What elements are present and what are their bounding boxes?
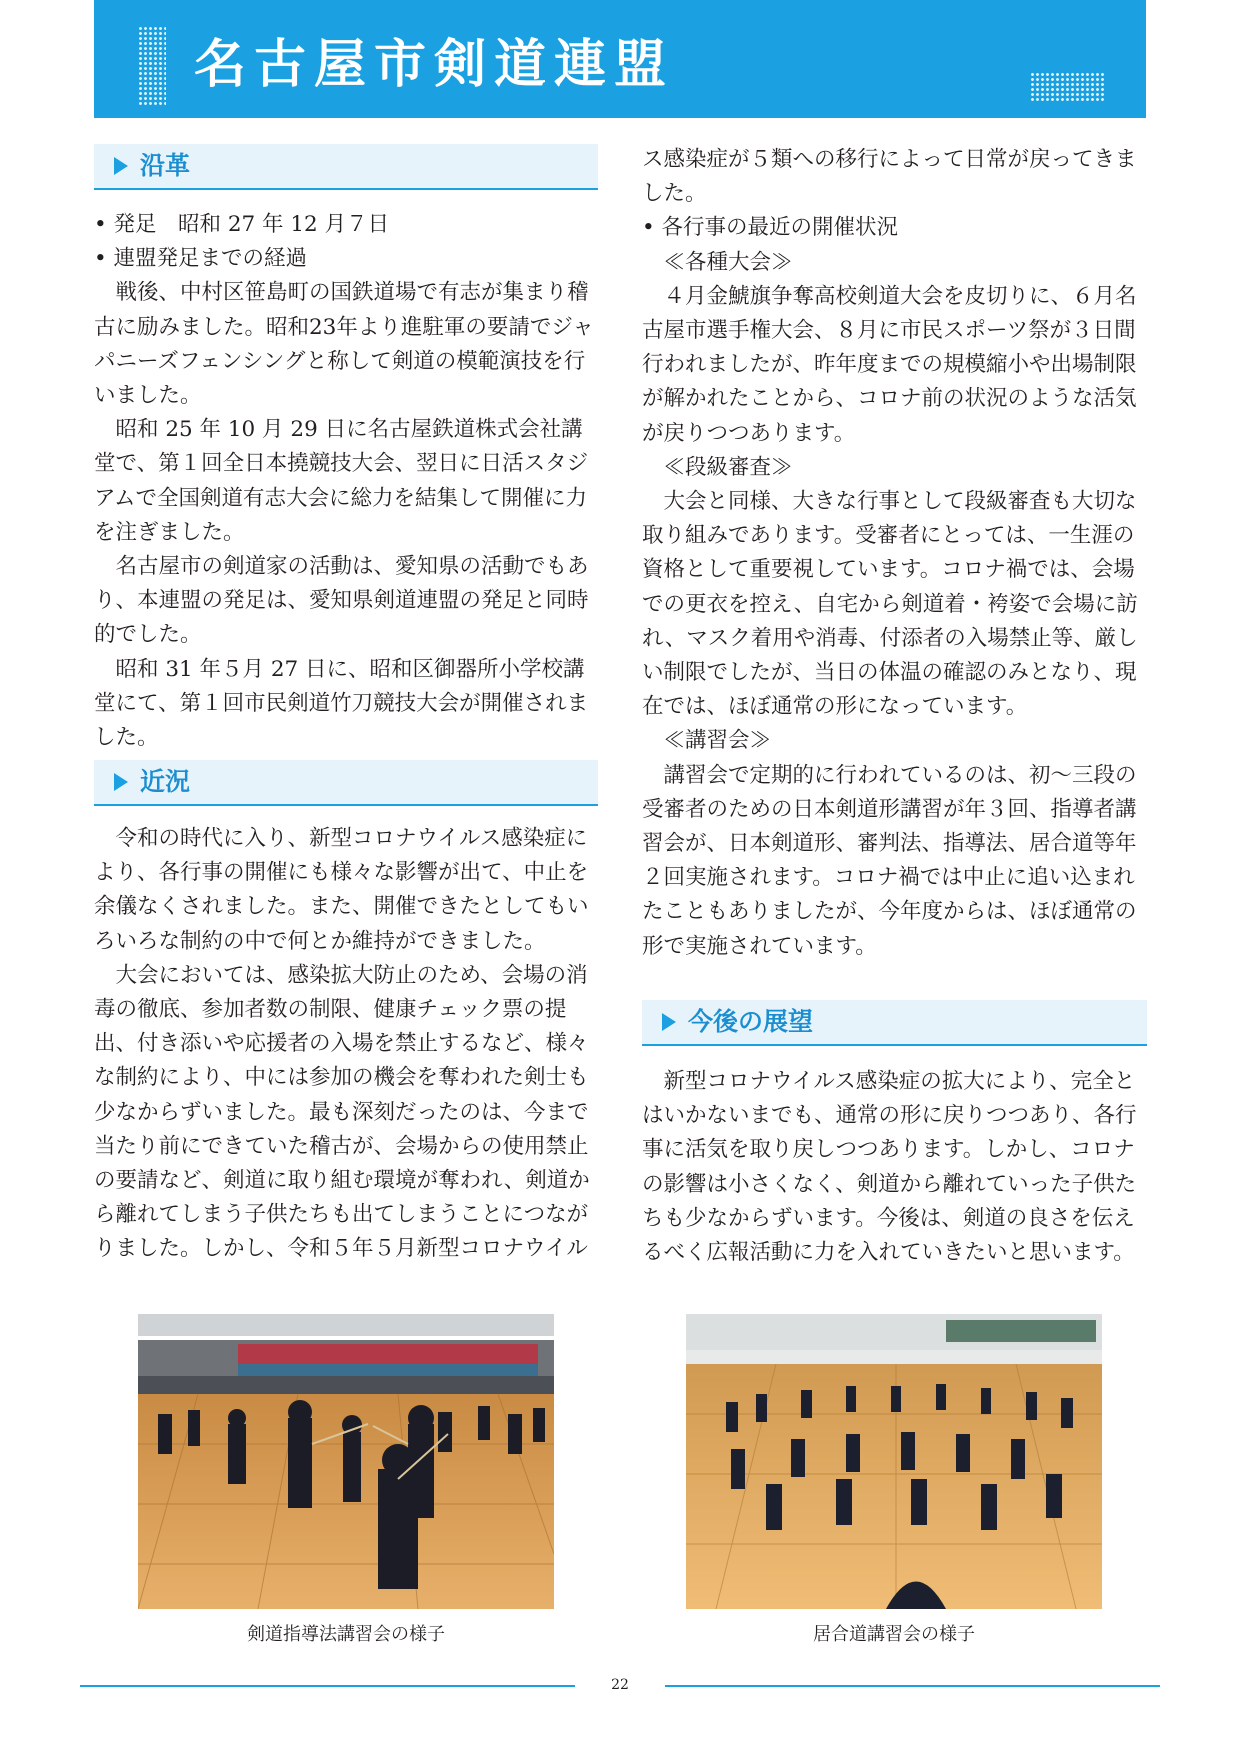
page-number: 22: [611, 1677, 629, 1693]
recent-paragraph: 大会においては、感染拡大防止のため、会場の消毒の徹底、参加者数の制限、健康チェック票の提出、付き添いや応援者の入場を禁止するなど、様々な制約により、中には参加の機会を奪われた剣士も少なからずいました。最も深刻だったのは、今まで当たり前にできていた稽古が、会場からの使用禁止の要請など、剣道に取り組む環境が奪われ、剣道から離れてしまう子供たちも出てしまうことにつながりました。しかし、令和５年５月新型コロナウイル: [94, 962, 590, 1262]
triangle-bullet-icon: [114, 773, 128, 791]
event-title: ≪各種大会≫: [663, 249, 793, 275]
outlook-column: [642, 1065, 1147, 1270]
history-item: • 発足 昭和 27 年 12 月７日: [94, 212, 390, 237]
event-text: ４月金鯱旗争奪高校剣道大会を皮切りに、６月名古屋市選手権大会、８月に市民スポーツ祭が３日間行われましたが、昨年度までの規模縮小や出場制限が解かれたことから、コロナ前の状況のような活気が戻りつつあります。: [642, 283, 1137, 446]
recent-paragraph: 令和の時代に入り、新型コロナウイルス感染症により、各行事の開催にも様々な影響が出て、中止を余儀なくされました。また、開催できたとしてもいろいろな制約の中で何とか維持ができました。: [94, 826, 589, 954]
footer-rule-right: [665, 1685, 1160, 1687]
dot-pattern-decoration: [1030, 72, 1106, 102]
title-banner: [94, 0, 1146, 118]
event-title: ≪段級審査≫: [663, 454, 793, 480]
photo-iaido-training: [686, 1314, 1102, 1609]
outlook-paragraph: 新型コロナウイルス感染症の拡大により、完全とはいかないまでも、通常の形に戻りつつあり、各行事に活気を取り戻しつつあります。しかし、コロナの影響は小さくなく、剣道から離れていった子供たちも少なからずいます。今後は、剣道の良さを伝えるべく広報活動に力を入れていきたいと思います。: [642, 1069, 1137, 1266]
triangle-bullet-icon: [114, 157, 128, 175]
history-paragraph: 名古屋市の剣道家の活動は、愛知県の活動でもあり、本連盟の発足は、愛知県剣道連盟の発足と同時的でした。: [94, 554, 589, 648]
left-column: [94, 208, 598, 755]
section-heading-label: 近況: [140, 767, 191, 796]
photo-caption: 剣道指導法講習会の様子: [247, 1624, 445, 1645]
events-heading: • 各行事の最近の開催状況: [642, 215, 899, 241]
photo-caption: 居合道講習会の様子: [813, 1624, 975, 1645]
section-heading-label: 今後の展望: [688, 1007, 814, 1036]
event-title: ≪講習会≫: [663, 728, 772, 754]
triangle-bullet-icon: [662, 1013, 676, 1031]
footer-rule-left: [80, 1685, 575, 1687]
section-heading-history: [94, 144, 598, 190]
history-item: • 連盟発足までの経過: [94, 246, 308, 272]
right-column: [642, 143, 1147, 964]
history-paragraph: 戦後、中村区笹島町の国鉄道場で有志が集まり稽古に励みました。昭和23年より進駐軍の要請でジャパニーズフェンシングと称して剣道の模範演技を行いました。: [94, 280, 594, 409]
photo-kendo-training: [138, 1314, 554, 1609]
left-column-recent: [94, 822, 598, 1267]
kendo-training-illustration: [138, 1314, 554, 1609]
page-title: 名古屋市剣道連盟: [194, 35, 675, 95]
history-paragraph: 昭和 31 年５月 27 日に、昭和区御器所小学校講堂にて、第１回市民剣道竹刀競技大会が開催されました。: [94, 656, 589, 751]
iaido-training-illustration: [686, 1314, 1102, 1609]
dot-pattern-decoration: [138, 26, 166, 106]
history-paragraph: 昭和 25 年 10 月 29 日に名古屋鉄道株式会社講堂で、第１回全日本撓競技大会、翌日に日活スタジアムで全国剣道有志大会に総力を結集して開催に力を注ぎました。: [94, 417, 589, 545]
section-heading-recent: [94, 760, 598, 806]
section-heading-outlook: [642, 1000, 1147, 1046]
event-text: 講習会で定期的に行われているのは、初～三段の受審者のための日本剣道形講習が年３回、指導者講習会が、日本剣道形、審判法、指導法、居合道等年２回実施されます。コロナ禍では中止に追い込まれたこともありましたが、今年度からは、ほぼ通常の形で実施されています。: [642, 762, 1137, 959]
event-text: 大会と同様、大きな行事として段級審査も大切な取り組みであります。受審者にとっては、一生涯の資格として重要視しています。コロナ禍では、会場での更衣を控え、自宅から剣道着・袴姿で会場に訪れ、マスク着用や消毒、付添者の入場禁止等、厳しい制限でしたが、当日の体温の確認のみとなり、現在では、ほぼ通常の形になっています。: [642, 489, 1138, 720]
recent-continuation: ス感染症が５類への移行によって日常が戻ってきました。: [642, 147, 1137, 207]
section-heading-label: 沿革: [140, 151, 191, 180]
